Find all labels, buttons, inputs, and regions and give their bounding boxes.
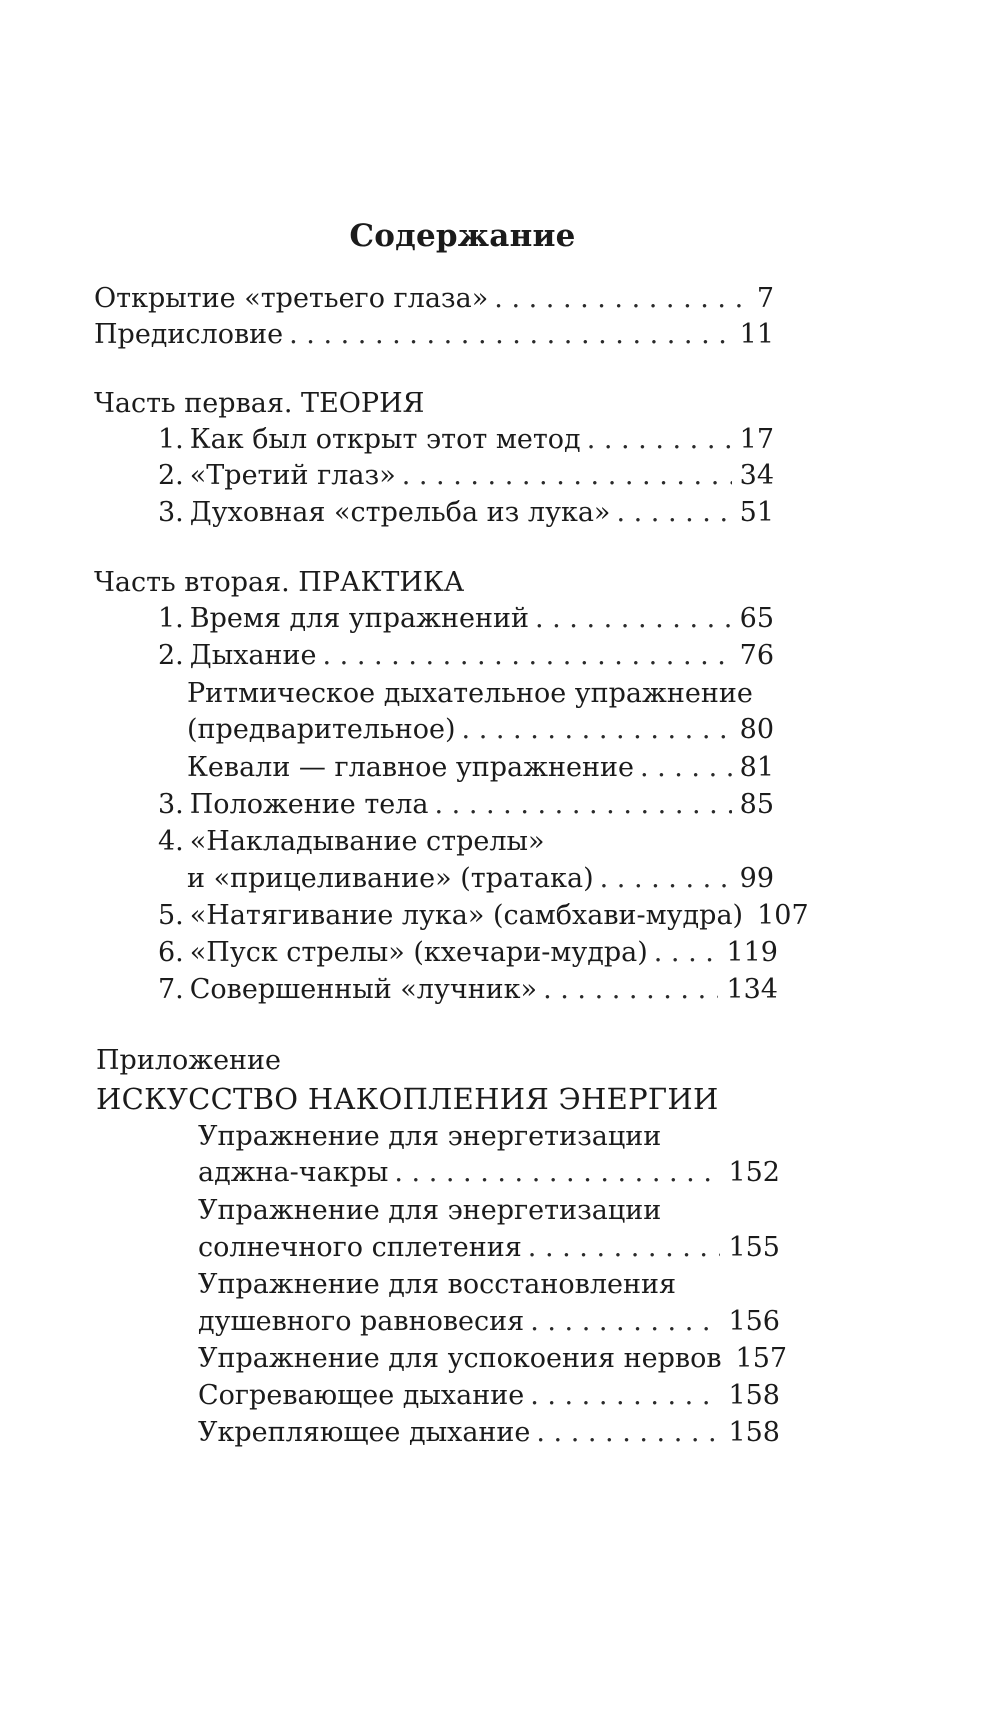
toc-entry-text: (предварительное) xyxy=(187,714,456,745)
toc-entry-number: 1. xyxy=(158,603,184,634)
toc-entry xyxy=(158,935,778,971)
toc-entry-number: 2. xyxy=(158,460,184,491)
leader-dots xyxy=(654,935,719,971)
toc-entry xyxy=(187,861,774,897)
toc-entry-page: 65 xyxy=(739,603,774,634)
toc-entry-text: Укрепляющее дыхание xyxy=(198,1417,531,1448)
toc-entry-page: 158 xyxy=(728,1380,780,1411)
toc-entry-text: Кевали — главное упражнение xyxy=(187,752,634,783)
toc-entry-text: душевного равновесия xyxy=(198,1306,525,1337)
toc-entry-page: 134 xyxy=(726,974,778,1005)
toc-entry xyxy=(187,712,774,748)
leader-dots xyxy=(543,972,718,1008)
toc-entry-text: Духовная «стрельба из лука» xyxy=(189,497,611,528)
toc-entry xyxy=(94,317,774,353)
leader-dots xyxy=(323,638,732,674)
leader-dots xyxy=(616,495,731,531)
toc-entry-page: 7 xyxy=(756,283,774,314)
toc-entry xyxy=(198,1230,780,1266)
toc-entry-text: Положение тела xyxy=(189,789,429,820)
toc-entry-text: и «прицеливание» (тратака) xyxy=(187,863,594,894)
leader-dots xyxy=(530,1304,720,1340)
toc-entry-text: «Пуск стрелы» (кхечари-мудра) xyxy=(189,937,648,968)
toc-entry-page: 156 xyxy=(728,1306,780,1337)
leader-dots xyxy=(536,1415,720,1451)
leader-dots xyxy=(494,281,749,317)
toc-entry-number: 2. xyxy=(158,640,184,671)
toc-entry xyxy=(198,1155,780,1191)
toc-entry-page: 81 xyxy=(739,752,774,783)
toc-entry-page: 99 xyxy=(739,863,774,894)
toc-entry-text-line1 xyxy=(158,824,545,860)
toc-entry-text: Дыхание xyxy=(189,640,317,671)
leader-dots xyxy=(587,422,732,458)
toc-entry-text-line1: Упражнение для энергетизации xyxy=(198,1195,662,1226)
toc-entry-page: 158 xyxy=(728,1417,780,1448)
toc-entry-page: 11 xyxy=(739,319,774,350)
toc-entry xyxy=(158,898,809,934)
toc-entry-page: 51 xyxy=(739,497,774,528)
toc-entry-number: 3. xyxy=(158,497,184,528)
toc-entry-page: 17 xyxy=(739,424,774,455)
toc-entry-text: Открытие «третьего глаза» xyxy=(94,283,489,314)
leader-dots xyxy=(394,1155,720,1191)
toc-entry-page: 157 xyxy=(735,1343,788,1374)
toc-entry xyxy=(158,638,774,674)
toc-entry xyxy=(198,1378,780,1414)
page-title: Содержание xyxy=(349,218,576,254)
toc-entry-page: 34 xyxy=(739,460,774,491)
toc-entry-page: 107 xyxy=(757,900,809,931)
leader-dots xyxy=(435,787,732,823)
toc-entry-text: Как был открыт этот метод xyxy=(189,424,581,455)
toc-entry xyxy=(198,1415,780,1451)
toc-entry-text: солнечного сплетения xyxy=(198,1232,522,1263)
toc-entry-page: 85 xyxy=(739,789,774,820)
toc-entry-number: 6. xyxy=(158,937,184,968)
toc-entry-text: «Третий глаз» xyxy=(189,460,396,491)
leader-dots xyxy=(462,712,732,748)
toc-entry xyxy=(158,972,778,1008)
toc-entry-page: 76 xyxy=(739,640,774,671)
leader-dots xyxy=(530,1378,720,1414)
part-heading: Часть вторая. ПРАКТИКА xyxy=(94,567,465,598)
toc-entry-text: Согревающее дыхание xyxy=(198,1380,525,1411)
toc-entry xyxy=(158,458,774,494)
toc-entry-number: 5. xyxy=(158,900,184,931)
leader-dots xyxy=(528,1230,721,1266)
toc-entry-number: 3. xyxy=(158,789,184,820)
toc-entry xyxy=(198,1341,788,1377)
toc-entry xyxy=(187,750,774,786)
leader-dots xyxy=(535,601,732,637)
toc-entry xyxy=(158,422,774,458)
leader-dots xyxy=(640,750,732,786)
toc-entry-number: 1. xyxy=(158,424,184,455)
toc-entry xyxy=(94,281,774,317)
toc-entry-text: Время для упражнений xyxy=(189,603,529,634)
toc-entry-number: 7. xyxy=(158,974,184,1005)
toc-entry-text-line1: Упражнение для восстановления xyxy=(198,1269,676,1300)
toc-entry-text-line1: Упражнение для энергетизации xyxy=(198,1121,662,1152)
toc-entry xyxy=(158,601,774,637)
leader-dots xyxy=(600,861,732,897)
appendix-subheading: ИСКУССТВО НАКОПЛЕНИЯ ЭНЕРГИИ xyxy=(96,1082,719,1116)
toc-entry-page: 155 xyxy=(728,1232,780,1263)
toc-entry-text: Упражнение для успокоения нервов xyxy=(198,1343,722,1374)
leader-dots xyxy=(402,458,732,494)
part-heading: Часть первая. ТЕОРИЯ xyxy=(94,388,425,419)
toc-entry-text: «Накладывание стрелы» xyxy=(189,826,545,857)
toc-entry-text: аджна-чакры xyxy=(198,1157,389,1188)
toc-entry-page: 80 xyxy=(739,714,774,745)
toc-entry-text-line1: Ритмическое дыхательное упражнение xyxy=(187,678,753,709)
toc-entry-number: 4. xyxy=(158,826,184,857)
toc-entry-text: «Натягивание лука» (самбхави-мудра) xyxy=(189,900,744,931)
appendix-heading: Приложение xyxy=(96,1045,282,1076)
toc-entry-page: 119 xyxy=(726,937,778,968)
toc-entry-text: Предисловие xyxy=(94,319,284,350)
toc-entry xyxy=(198,1304,780,1340)
toc-entry xyxy=(158,787,774,823)
toc-entry-page: 152 xyxy=(728,1157,780,1188)
toc-entry xyxy=(158,495,774,531)
toc-entry-text: Совершенный «лучник» xyxy=(189,974,538,1005)
leader-dots xyxy=(289,317,732,353)
